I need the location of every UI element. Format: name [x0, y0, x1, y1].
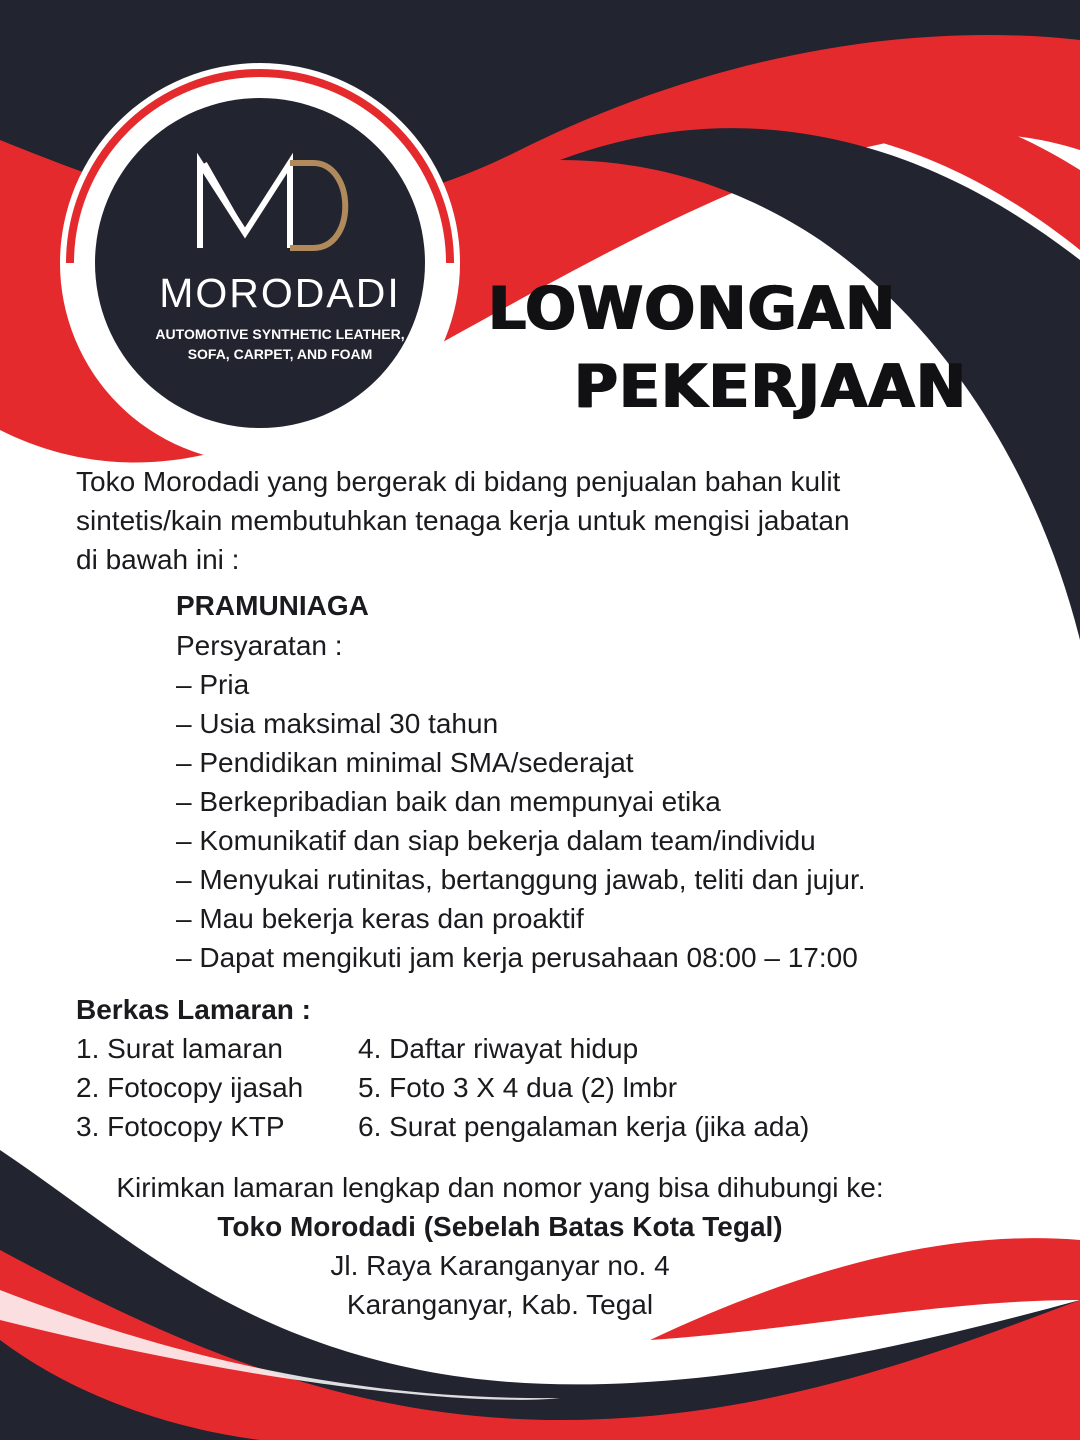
- intro-paragraph: [76, 462, 850, 579]
- title-line-2: PEKERJAAN: [574, 352, 968, 422]
- requirement-item: – Mau bekerja keras dan proaktif: [176, 903, 584, 934]
- title-line-1: LOWONGAN: [488, 274, 897, 344]
- document-item: 1. Surat lamaran: [76, 1033, 283, 1064]
- requirement-item: – Usia maksimal 30 tahun: [176, 708, 499, 739]
- requirement-item: – Dapat mengikuti jam kerja perusahaan 08:00 – 17:00: [176, 942, 858, 973]
- document-item: 2. Fotocopy ijasah: [76, 1072, 304, 1103]
- company-logo: [55, 58, 465, 468]
- requirement-item: – Pendidikan minimal SMA/sederajat: [176, 747, 634, 778]
- logo-tagline: [135, 324, 425, 364]
- logo-tagline-line2: SOFA, CARPET, AND FOAM: [187, 346, 373, 362]
- requirement-item: – Berkepribadian baik dan mempunyai etika: [176, 786, 721, 817]
- requirement-item: – Menyukai rutinitas, bertanggung jawab, teliti dan jujur.: [176, 864, 866, 895]
- contact-address-line-2: Karanganyar, Kab. Tegal: [346, 1289, 654, 1320]
- contact-section: [0, 1168, 1000, 1324]
- contact-address-line-1: Jl. Raya Karanganyar no. 4: [330, 1250, 670, 1281]
- document-item: 6. Surat pengalaman kerja (jika ada): [358, 1111, 810, 1142]
- document-item: 3. Fotocopy KTP: [76, 1111, 285, 1142]
- requirements-list: [176, 665, 866, 977]
- intro-line-1: Toko Morodadi yang bergerak di bidang penjualan bahan kulit: [76, 466, 841, 497]
- documents-column-1: [76, 1029, 303, 1146]
- documents-heading: Berkas Lamaran :: [76, 994, 312, 1025]
- intro-line-2: sintetis/kain membutuhkan tenaga kerja untuk mengisi jabatan: [76, 505, 850, 536]
- position-title: PRAMUNIAGA: [176, 590, 369, 621]
- document-item: 5. Foto 3 X 4 dua (2) lmbr: [358, 1072, 678, 1103]
- logo-tagline-line1: AUTOMOTIVE SYNTHETIC LEATHER,: [155, 326, 405, 342]
- logo-brand-name: MORODADI: [159, 270, 401, 316]
- requirements-label: Persyaratan :: [176, 630, 343, 661]
- requirement-item: – Pria: [176, 669, 250, 700]
- logo-emblem: [55, 58, 465, 468]
- document-item: 4. Daftar riwayat hidup: [358, 1033, 639, 1064]
- contact-intro: Kirimkan lamaran lengkap dan nomor yang bisa dihubungi ke:: [116, 1172, 884, 1203]
- documents-column-2: [358, 1029, 809, 1146]
- intro-line-3: di bawah ini :: [76, 544, 240, 575]
- requirement-item: – Komunikatif dan siap bekerja dalam team/individu: [176, 825, 816, 856]
- contact-store-name: Toko Morodadi (Sebelah Batas Kota Tegal): [217, 1211, 783, 1242]
